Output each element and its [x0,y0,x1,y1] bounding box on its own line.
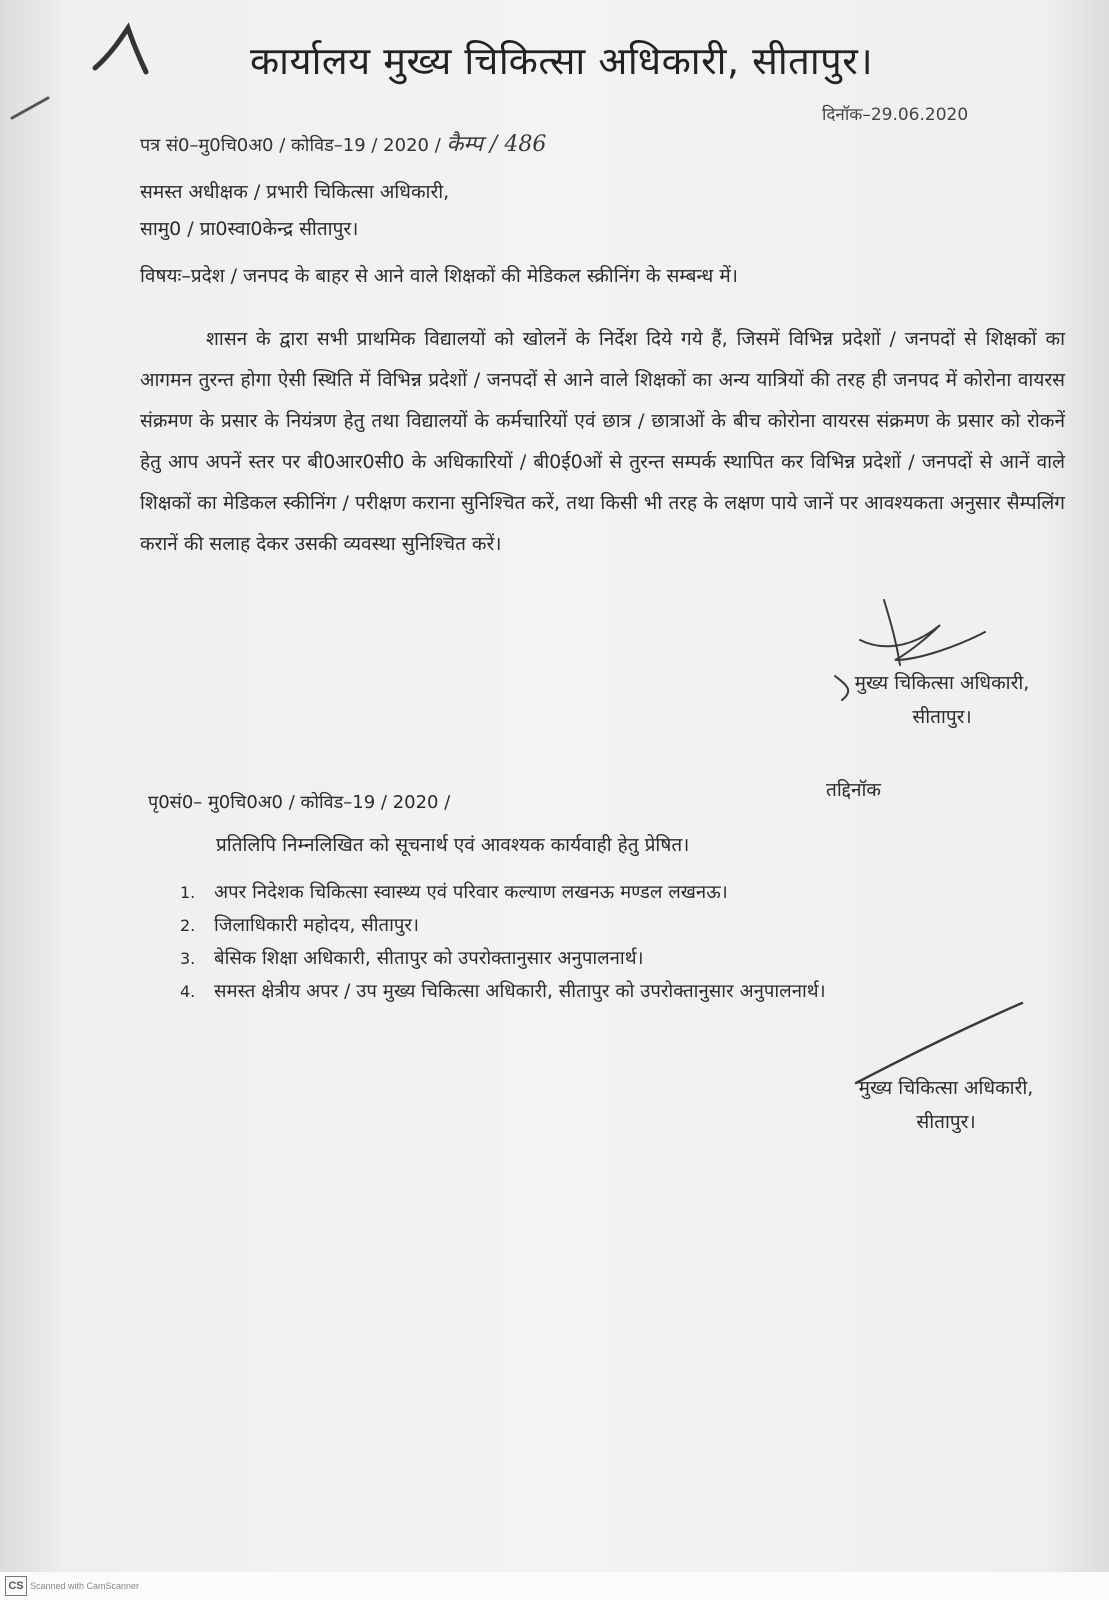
letter-number-printed: पत्र सं0–मु0चि0अ0 / कोविड–19 / 2020 / [140,135,441,156]
signature-1-place: सीतापुर। [912,706,972,728]
list-item: 4. समस्त क्षेत्रीय अपर / उप मुख्य चिकित्सा अधिकारी, सीतापुर को उपरोक्तानुसार अनुपालनार्थ। [180,981,826,1002]
copy-reference-number: पृ0सं0– मु0चि0अ0 / कोविड–19 / 2020 / [148,792,451,813]
list-item: 2. जिलाधिकारी महोदय, सीतापुर। [180,915,419,936]
letter-number [140,128,546,158]
signature-2-stroke [856,1003,1022,1083]
subject-line: विषयः–प्रदेश / जनपद के बाहर से आने वाले शिक्षकों की मेडिकल स्क्रीनिंग के सम्बन्ध में। [140,265,738,287]
copy-intro: प्रतिलिपि निम्नलिखित को सूचनार्थ एवं आवश्यक कार्यवाही हेतु प्रेषित। [216,834,690,856]
top-left-pen-tick [12,98,48,118]
office-title: कार्यालय मुख्य चिकित्सा अधिकारी, सीतापुर। [250,39,874,83]
list-item: 1. अपर निदेशक चिकित्सा स्वास्थ्य एवं परिवार कल्याण लखनऊ मण्डल लखनऊ। [180,882,728,903]
signature-1-designation: मुख्य चिकित्सा अधिकारी, [854,672,1030,694]
copy-date: तद्दिनॉक [826,779,882,801]
letter-date: दिनॉक–29.06.2020 [822,105,969,125]
signature-2-designation: मुख्य चिकित्सा अधिकारी, [858,1077,1034,1099]
recipient-list [180,876,826,1008]
letter-number-handwritten: कैम्प / 486 [446,132,547,157]
camscanner-logo-icon: CS [5,1576,27,1596]
camscanner-watermark: Scanned with CamScanner [30,1581,140,1591]
list-item: 3. बेसिक शिक्षा अधिकारी, सीतापुर को उपरोक्तानुसार अनुपालनार्थ। [180,948,644,969]
signature-2-place: सीतापुर। [916,1111,976,1133]
addressee-line-1: समस्त अधीक्षक / प्रभारी चिकित्सा अधिकारी, [140,181,450,203]
scanner-footer [0,1572,1109,1600]
addressee-line-2: सामु0 / प्रा0स्वा0केन्द्र सीतापुर। [140,218,359,240]
top-left-pen-mark [95,28,146,72]
body-paragraph: शासन के द्वारा सभी प्राथमिक विद्यालयों को खोलनें के निर्देश दिये गये हैं, जिसमें विभिन्न प्रदेशों / जनपदों से शिक्षकों का आगमन तुरन्त होगा ऐसी स्थिति में विभिन्न प्रदेशों / जनपदों से आने वाले शिक्षकों का अन्य यात्रियों की तरह ही जनपद में कोरोना वायरस संक्रमण के प्रसार के नियंत्रण हेतु तथा विद्यालयों के कर्मचारियों एवं छात्र / छात्राओं के बीच कोरोना वायरस संक्रमण के प्रसार को रोकनें हेतु आप अपनें स्तर पर बी0आर0सी0 के अधिकारियों / बी0ई0ओं से तुरन्त सम्पर्क स्थापित कर विभिन्न प्रदेशों / जनपदों से आनें वाले शिक्षकों का मेडिकल स्कीनिंग / परीक्षण कराना सुनिश्चित करें, तथा किसी भी तरह के लक्षण पाये जानें पर आवश्यकता अनुसार सैम्पलिंग करानें की सलाह देकर उसकी व्यवस्था सुनिश्चित करें। [140,328,1065,555]
